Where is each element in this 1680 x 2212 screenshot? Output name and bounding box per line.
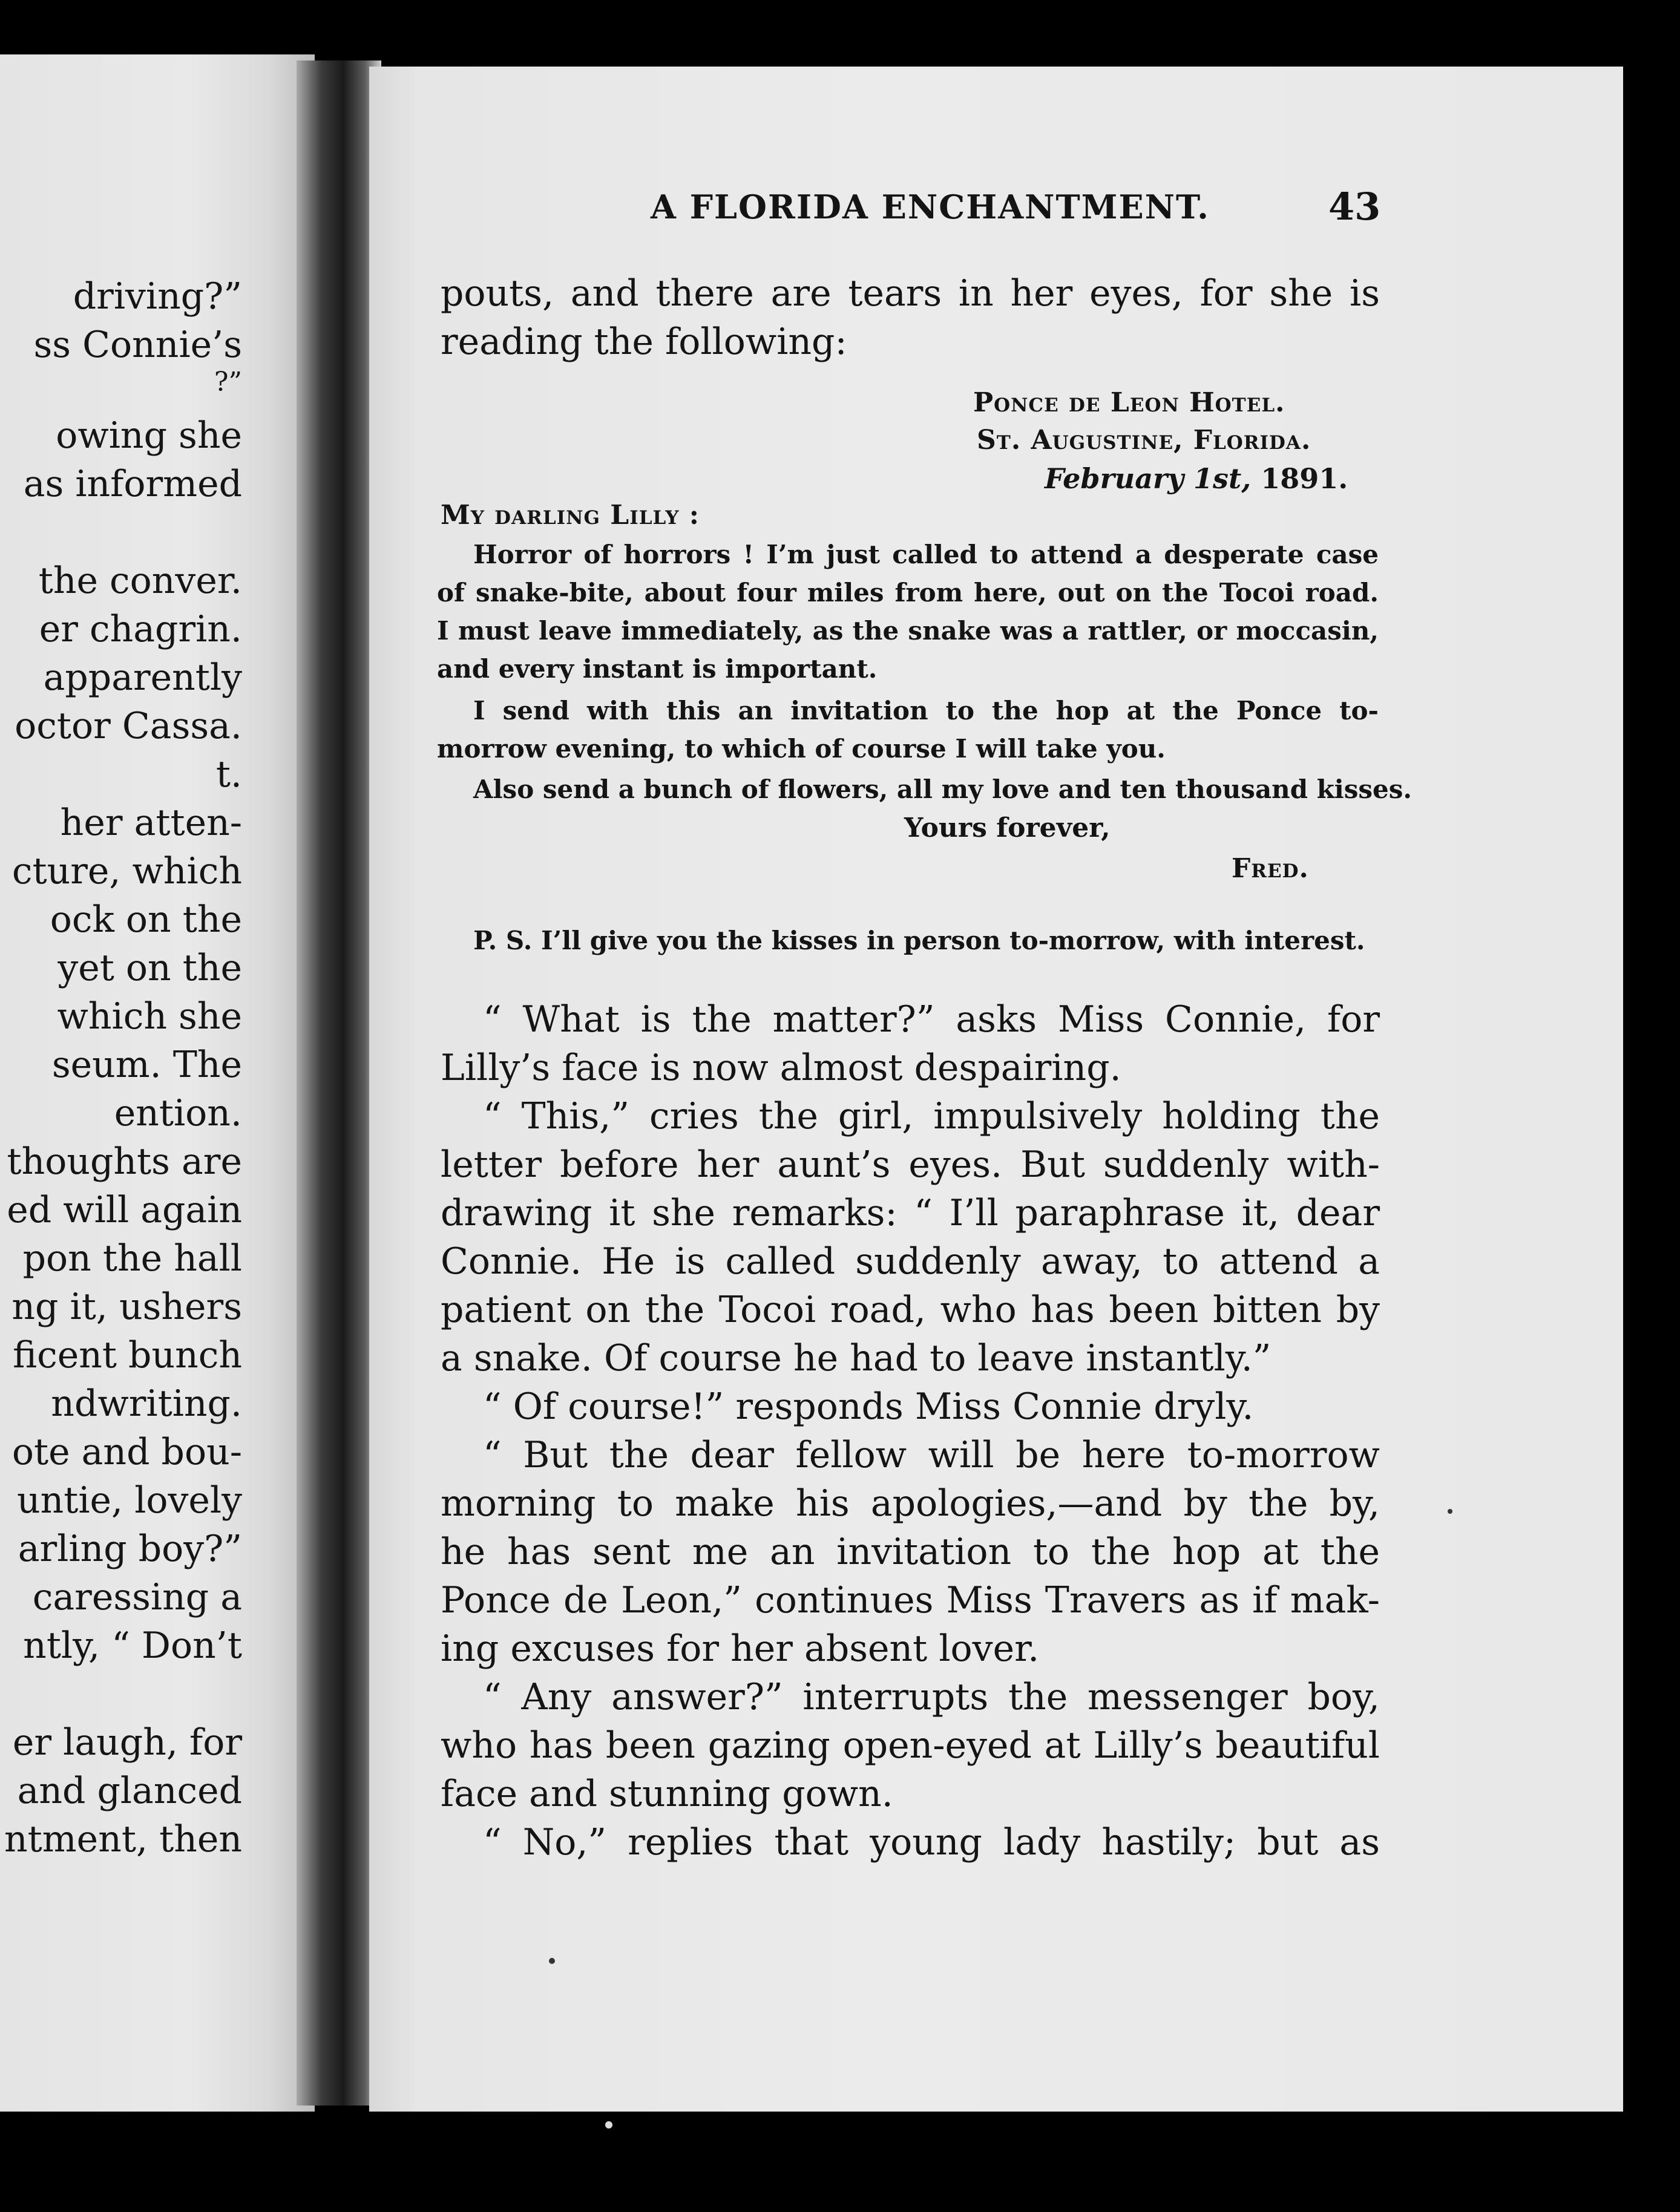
- letter-line: Horror of horrors ! I’m just called to attend a desperate case: [473, 540, 1379, 569]
- body-line: “ Any answer?” interrupts the messenger boy,: [483, 1676, 1380, 1718]
- left-page-line: ntment, then: [4, 1818, 242, 1860]
- letter-line: I must leave immediately, as the snake was a rattler, or moccasin,: [437, 616, 1379, 646]
- scan-speck: [1448, 1509, 1452, 1514]
- letter-address-line-2: St. Augustine, Florida.: [977, 425, 1311, 456]
- left-page-line: which she: [57, 995, 242, 1038]
- scan-speck: [605, 2121, 612, 2129]
- left-page-line: caressing a: [32, 1576, 242, 1618]
- body-line: pouts, and there are tears in her eyes, for she is: [441, 272, 1380, 315]
- book-gutter-shadow: [297, 61, 381, 2106]
- left-page-line: owing she: [56, 414, 242, 457]
- letter-postscript: P. S. I’ll give you the kisses in person to-morrow, with interest.: [473, 926, 1365, 955]
- body-line: Ponce de Leon,” continues Miss Travers as if mak-: [441, 1579, 1380, 1621]
- left-page-line: arling boy?”: [18, 1528, 242, 1570]
- letter-signature: Fred.: [1232, 853, 1309, 884]
- left-page-line: ng it, ushers: [11, 1286, 242, 1328]
- body-line: who has been gazing open-eyed at Lilly’s beautiful: [441, 1724, 1380, 1767]
- left-page-line: t.: [215, 753, 242, 796]
- page-number: 43: [1328, 185, 1381, 229]
- letter-line: I send with this an invitation to the hop at the Ponce to-: [473, 696, 1379, 725]
- left-page-line: ention.: [114, 1092, 242, 1134]
- scan-speck: [549, 1958, 555, 1964]
- body-line: patient on the Tocoi road, who has been bitten by: [441, 1289, 1380, 1331]
- body-line: he has sent me an invitation to the hop at the: [441, 1531, 1380, 1573]
- letter-line: and every instant is important.: [437, 654, 878, 684]
- left-page-line: octor Cassa.: [15, 705, 242, 747]
- letter-date-month: February 1st,: [1045, 462, 1252, 495]
- body-line: morning to make his apologies,—and by the by,: [441, 1482, 1380, 1525]
- body-line: a snake. Of course he had to leave instantly.”: [441, 1337, 1271, 1379]
- left-page-line: ndwriting.: [51, 1382, 242, 1425]
- body-line: “ This,” cries the girl, impulsively holding the: [483, 1095, 1380, 1137]
- left-page-line: the conver.: [38, 560, 242, 602]
- left-page-line: ?”: [214, 367, 242, 398]
- left-page-line: er laugh, for: [12, 1721, 242, 1764]
- left-page-line: driving?”: [73, 275, 242, 318]
- left-page-line: as informed: [23, 463, 242, 505]
- body-line: “ What is the matter?” asks Miss Connie, for: [483, 998, 1380, 1041]
- body-line: Connie. He is called suddenly away, to attend a: [441, 1240, 1380, 1283]
- letter-line: of snake-bite, about four miles from here, out on the Tocoi road.: [437, 578, 1379, 607]
- left-page-line: ntly, “ Don’t: [23, 1625, 242, 1667]
- left-page-line: her atten-: [60, 802, 242, 844]
- left-page-line: ed will again: [7, 1189, 242, 1231]
- body-line: letter before her aunt’s eyes. But suddenly with-: [441, 1144, 1380, 1186]
- body-line: drawing it she remarks: “ I’ll paraphrase it, dear: [441, 1192, 1380, 1234]
- body-line: “ No,” replies that young lady hastily; but as: [483, 1821, 1380, 1864]
- body-line: reading the following:: [441, 321, 847, 363]
- left-page-line: untie, lovely: [16, 1479, 242, 1522]
- body-line: Lilly’s face is now almost despairing.: [441, 1047, 1121, 1089]
- previous-page-fragment: [0, 54, 315, 2112]
- left-page-line: pon the hall: [22, 1237, 242, 1280]
- left-page-line: yet on the: [57, 947, 242, 989]
- body-line: ing excuses for her absent lover.: [441, 1628, 1040, 1670]
- left-page-line: thoughts are: [7, 1140, 242, 1183]
- left-page-line: ss Connie’s: [33, 324, 242, 366]
- body-line: face and stunning gown.: [441, 1773, 893, 1815]
- left-page-line: apparently: [43, 656, 242, 699]
- letter-line: morrow evening, to which of course I will take you.: [437, 734, 1166, 764]
- left-page-line: seum. The: [51, 1044, 242, 1086]
- letter-date: [1045, 462, 1348, 495]
- left-page-line: ote and bou-: [11, 1431, 242, 1473]
- letter-closing: Yours forever,: [904, 813, 1111, 843]
- left-page-line: ficent bunch: [13, 1334, 242, 1376]
- body-line: “ But the dear fellow will be here to-morrow: [483, 1434, 1380, 1476]
- letter-line: Also send a bunch of flowers, all my love and ten thousand kisses.: [473, 774, 1413, 804]
- letter-date-year: 1891.: [1261, 462, 1348, 495]
- letter-address-line-1: Ponce de Leon Hotel.: [973, 387, 1285, 418]
- left-page-line: er chagrin.: [39, 608, 242, 650]
- letter-salutation: My darling Lilly :: [441, 500, 700, 531]
- running-title: A FLORIDA ENCHANTMENT.: [651, 188, 1210, 226]
- body-line: “ Of course!” responds Miss Connie dryly.: [483, 1386, 1254, 1428]
- left-page-line: and glanced: [17, 1770, 242, 1812]
- left-page-line: cture, which: [11, 850, 242, 892]
- left-page-line: ock on the: [50, 898, 242, 941]
